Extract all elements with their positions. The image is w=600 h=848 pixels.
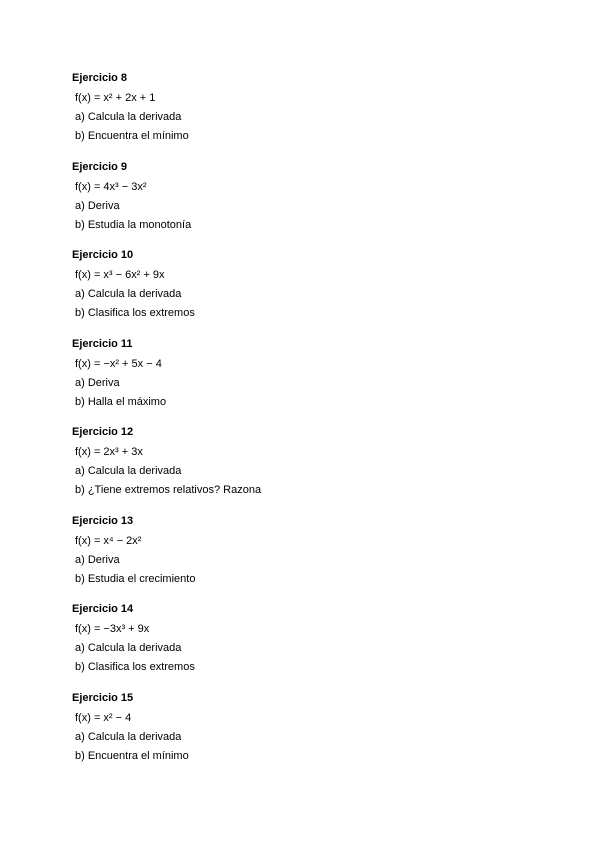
task-b: b) ¿Tiene extremos relativos? Razona (75, 484, 262, 496)
task-b: b) Estudia la monotonía (75, 218, 192, 231)
task-a: a) Calcula la derivada (75, 730, 182, 743)
function-definition: f(x) = 2x³ + 3x (75, 446, 143, 458)
function-definition: f(x) = x³ − 6x² + 9x (75, 269, 165, 281)
exercise-title: Ejercicio 13 (72, 514, 134, 527)
task-a: a) Calcula la derivada (75, 642, 182, 654)
task-a: a) Deriva (75, 553, 120, 566)
exercise-title: Ejercicio 8 (72, 72, 128, 84)
function-definition: f(x) = −3x³ + 9x (75, 623, 150, 635)
task-a: a) Calcula la derivada (75, 465, 182, 477)
exercise-block (72, 602, 552, 691)
exercise-title: Ejercicio 12 (72, 426, 134, 438)
task-a: a) Calcula la derivada (75, 288, 182, 300)
exercise-title: Ejercicio 9 (72, 160, 128, 173)
exercise-block (72, 248, 552, 337)
exercise-block (72, 71, 552, 160)
exercise-list (72, 71, 552, 779)
task-a: a) Deriva (75, 376, 120, 389)
exercise-block (72, 691, 552, 780)
exercise-title: Ejercicio 15 (72, 691, 134, 704)
task-b: b) Clasifica los extremos (75, 661, 195, 673)
task-b: b) Encuentra el mínimo (75, 749, 189, 762)
exercise-title: Ejercicio 14 (72, 603, 134, 615)
exercise-title: Ejercicio 11 (72, 337, 133, 350)
task-a: a) Calcula la derivada (75, 111, 182, 123)
task-b: b) Estudia el crecimiento (75, 572, 196, 585)
task-b: b) Encuentra el mínimo (75, 130, 189, 142)
function-definition: f(x) = 4x³ − 3x² (75, 180, 147, 193)
function-definition: f(x) = −x² + 5x − 4 (75, 357, 162, 370)
task-b: b) Clasifica los extremos (75, 307, 195, 319)
exercise-title: Ejercicio 10 (72, 249, 134, 261)
exercise-block (72, 337, 552, 426)
exercise-block (72, 425, 552, 514)
task-b: b) Halla el máximo (75, 395, 167, 408)
function-definition: f(x) = x² + 2x + 1 (75, 92, 156, 104)
task-a: a) Deriva (75, 199, 120, 212)
exercise-block (72, 514, 552, 603)
exercise-block (72, 160, 552, 249)
function-definition: f(x) = x⁴ − 2x² (75, 534, 142, 547)
function-definition: f(x) = x² − 4 (75, 711, 132, 724)
